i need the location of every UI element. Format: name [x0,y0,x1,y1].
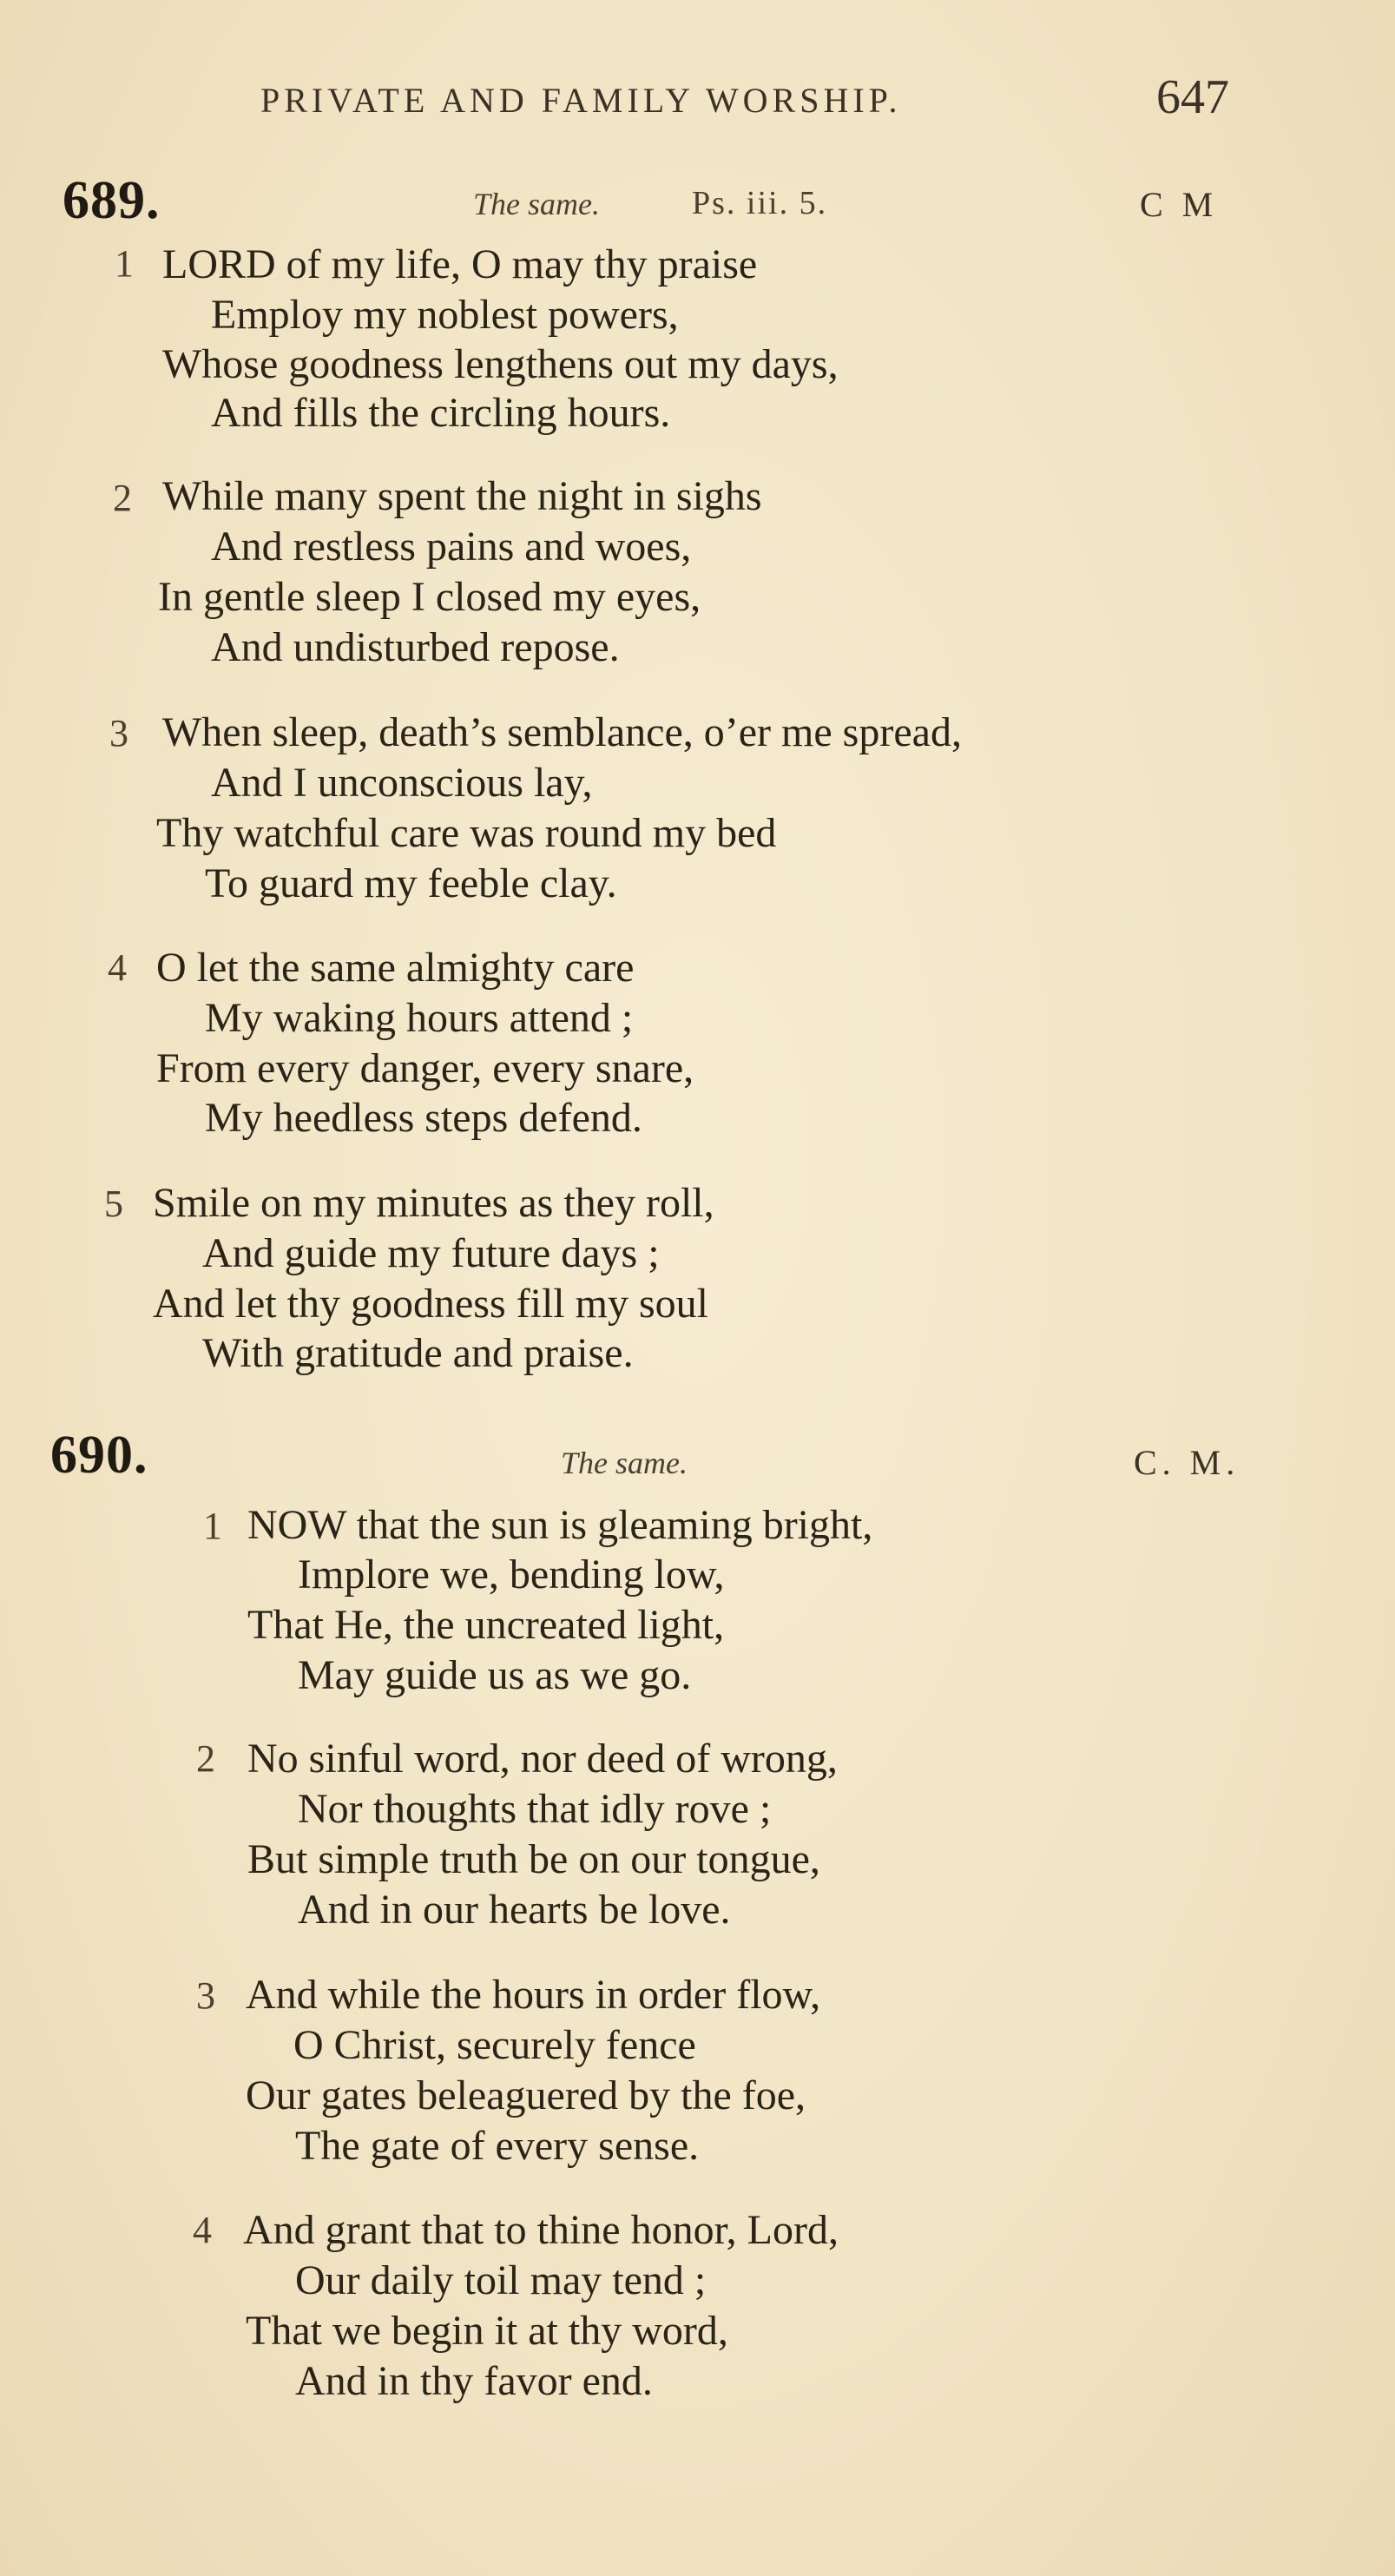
scripture-reference: Ps. iii. 5. [692,185,828,221]
verse-number: 2 [196,1737,215,1780]
verse-number: 5 [104,1183,123,1225]
hymn-meter: C. M. [1134,1443,1240,1482]
verse-number: 2 [113,477,132,519]
verse-line: Implore we, bending low, [298,1552,725,1598]
verse-number: 1 [115,242,134,285]
verse-line: And guide my future days ; [202,1230,660,1276]
hymn-meter: C M [1140,185,1219,224]
verse-line: With gratitude and praise. [202,1330,634,1376]
verse-line: And I unconscious lay, [211,760,593,806]
verse-line: And let thy goodness fill my soul [153,1281,708,1327]
verse-line: From every danger, every snare, [156,1045,694,1091]
verse-line: Nor thoughts that idly rove ; [298,1786,772,1832]
verse-line: When sleep, death’s semblance, o’er me spread, [162,709,962,755]
verse-line: And restless pains and woes, [211,524,692,570]
verse-line: And undisturbed repose. [211,624,620,670]
verse-line: My heedless steps defend. [205,1095,642,1141]
verse-line: No sinful word, nor deed of wrong, [247,1736,838,1782]
verse-line: Smile on my minutes as they roll, [153,1180,714,1226]
verse-line: And in our hearts be love. [298,1887,731,1933]
verse-line: The gate of every sense. [295,2123,700,2169]
hymn-title: The same. [473,187,600,221]
verse-line: O Christ, securely fence [293,2022,696,2068]
hymn-number: 690. [50,1426,148,1485]
verse-line: That He, the uncreated light, [247,1602,725,1648]
verse-line: And fills the circling hours. [211,390,671,436]
verse-line: To guard my feeble clay. [205,860,617,906]
verse-line: And while the hours in order flow, [246,1972,821,2018]
verse-line: LORD of my life, O may thy praise [162,241,758,287]
verse-line: Whose goodness lengthens out my days, [162,341,839,387]
running-title: PRIVATE AND FAMILY WORSHIP. [260,81,902,120]
verse-number: 1 [203,1505,222,1547]
verse-number: 3 [109,712,128,754]
verse-line: And grant that to thine honor, Lord, [243,2207,839,2253]
hymn-title: The same. [561,1446,688,1480]
verse-line: May guide us as we go. [298,1652,692,1698]
verse-line: My waking hours attend ; [205,995,634,1041]
verse-line: That we begin it at thy word, [246,2308,728,2354]
verse-line: O let the same almighty care [156,945,635,991]
verse-line: Our gates beleaguered by the foe, [246,2072,806,2118]
verse-line: Thy watchful care was round my bed [156,810,777,856]
verse-number: 4 [108,946,127,989]
hymn-number: 689. [63,171,161,230]
verse-line: NOW that the sun is gleaming bright, [247,1502,873,1548]
page-number: 647 [1156,70,1229,124]
verse-line: Employ my noblest powers, [211,292,679,338]
verse-number: 3 [196,1974,215,2017]
verse-line: While many spent the night in sighs [162,473,762,519]
verse-number: 4 [193,2209,212,2251]
verse-line: Our daily toil may tend ; [295,2257,707,2303]
verse-line: In gentle sleep I closed my eyes, [158,574,701,620]
verse-line: But simple truth be on our tongue, [247,1836,820,1882]
verse-line: And in thy favor end. [295,2358,653,2404]
